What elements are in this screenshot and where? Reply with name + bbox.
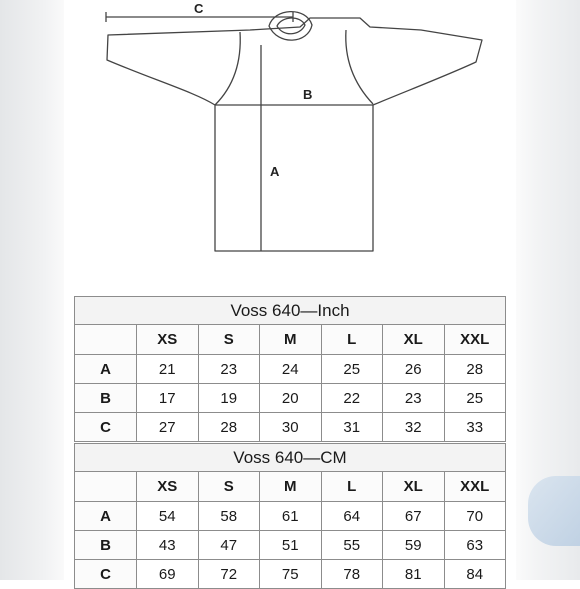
table-cell: 78	[321, 560, 383, 589]
table-cell: 63	[444, 531, 506, 560]
table-cell: 54	[137, 502, 199, 531]
table-cell: 28	[198, 413, 260, 442]
table-cell: 22	[321, 384, 383, 413]
corner-cell	[75, 325, 137, 355]
table-cell: 20	[260, 384, 322, 413]
table-cell: 23	[198, 355, 260, 384]
table-cell: 24	[260, 355, 322, 384]
table-cell: 70	[444, 502, 506, 531]
size-header: XL	[383, 325, 445, 355]
table-cell: 67	[383, 502, 445, 531]
size-header: S	[198, 325, 260, 355]
row-label: B	[75, 384, 137, 413]
size-header: M	[260, 472, 322, 502]
table-row	[75, 384, 506, 413]
size-header: XS	[137, 325, 199, 355]
table-cell: 23	[383, 384, 445, 413]
row-label: A	[75, 355, 137, 384]
size-header: M	[260, 325, 322, 355]
left-background-margin	[0, 0, 64, 580]
table-cell: 28	[444, 355, 506, 384]
table-cell: 55	[321, 531, 383, 560]
table-cell: 25	[321, 355, 383, 384]
table-cell: 43	[137, 531, 199, 560]
size-header: XS	[137, 472, 199, 502]
label-a: A	[270, 164, 280, 179]
table-cell: 33	[444, 413, 506, 442]
table-cell: 26	[383, 355, 445, 384]
size-header: XXL	[444, 472, 506, 502]
table-cell: 69	[137, 560, 199, 589]
table-row	[75, 560, 506, 589]
size-header: XXL	[444, 325, 506, 355]
table-cell: 27	[137, 413, 199, 442]
table-cell: 81	[383, 560, 445, 589]
table-cell: 17	[137, 384, 199, 413]
background-blur-shape	[528, 476, 580, 546]
table-row	[75, 502, 506, 531]
row-label: C	[75, 413, 137, 442]
table-cell: 61	[260, 502, 322, 531]
table-cell: 72	[198, 560, 260, 589]
table-title: Voss 640—CM	[75, 444, 506, 472]
table-cell: 59	[383, 531, 445, 560]
sweater-outline	[107, 18, 482, 251]
table-cell: 51	[260, 531, 322, 560]
row-label: A	[75, 502, 137, 531]
size-header: S	[198, 472, 260, 502]
table-cell: 75	[260, 560, 322, 589]
left-armhole-seam	[215, 32, 240, 105]
table-cell: 64	[321, 502, 383, 531]
size-header: L	[321, 325, 383, 355]
size-table-cm	[74, 443, 506, 589]
right-armhole-seam	[346, 30, 373, 104]
size-header: L	[321, 472, 383, 502]
collar-outline	[269, 12, 312, 41]
sweater-measurement-diagram	[64, 0, 516, 290]
size-chart-sheet	[64, 0, 516, 583]
table-cell: 58	[198, 502, 260, 531]
corner-cell	[75, 472, 137, 502]
label-c: C	[194, 1, 204, 16]
table-row	[75, 531, 506, 560]
row-label: C	[75, 560, 137, 589]
table-cell: 31	[321, 413, 383, 442]
size-header: XL	[383, 472, 445, 502]
table-row	[75, 413, 506, 442]
right-background-margin	[516, 0, 580, 580]
table-cell: 25	[444, 384, 506, 413]
table-cell: 84	[444, 560, 506, 589]
table-row	[75, 355, 506, 384]
table-cell: 47	[198, 531, 260, 560]
table-cell: 32	[383, 413, 445, 442]
size-table-inch	[74, 296, 506, 442]
row-label: B	[75, 531, 137, 560]
table-title: Voss 640—Inch	[75, 297, 506, 325]
table-cell: 30	[260, 413, 322, 442]
label-b: B	[303, 87, 313, 102]
table-cell: 19	[198, 384, 260, 413]
table-cell: 21	[137, 355, 199, 384]
